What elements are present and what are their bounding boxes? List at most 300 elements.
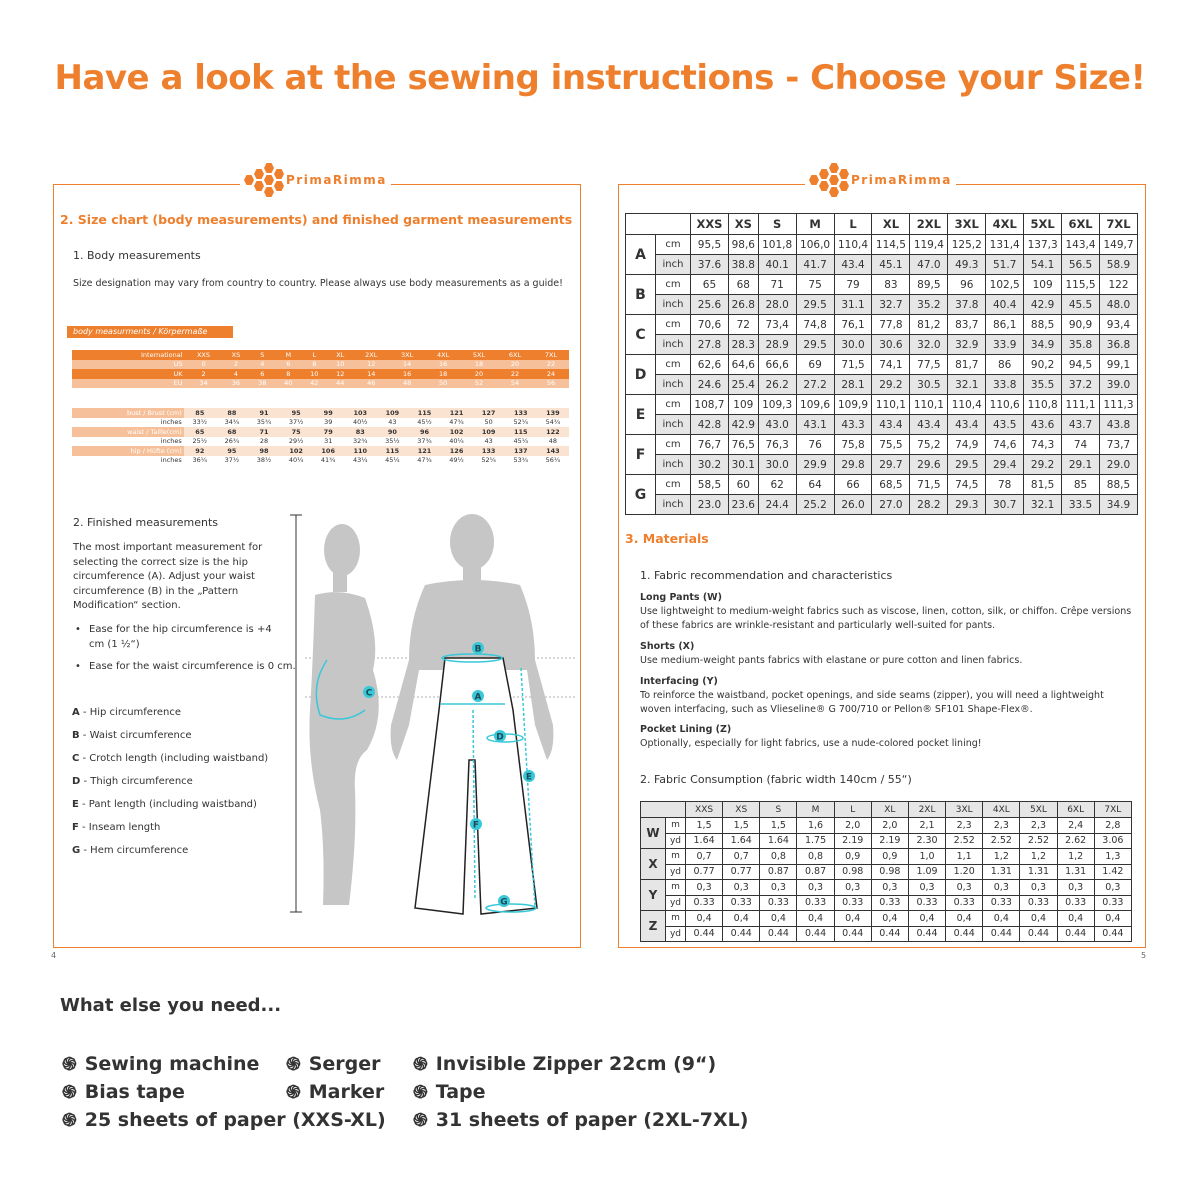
value-cell: 115,5 — [1062, 275, 1100, 295]
value-cell: 0.44 — [686, 926, 723, 942]
size-header: XL — [871, 802, 908, 818]
size-cell: 16 — [425, 360, 461, 370]
value-cell: 43.7 — [1062, 415, 1100, 435]
size-cell: 4 — [223, 369, 250, 379]
consumption-row-m — [641, 880, 1132, 896]
value-cell: 42.9 — [1024, 295, 1062, 315]
value-cell: 1.42 — [1094, 864, 1131, 880]
size-cell: 44 — [327, 379, 353, 389]
unit-cell: yd — [666, 833, 686, 849]
value-cell: 0.98 — [871, 864, 908, 880]
measurement-cell: 52¼ — [505, 418, 537, 428]
supply-label: Tape — [435, 1081, 486, 1103]
legend-text: - Hip circumference — [79, 707, 181, 718]
legend-key: C — [72, 753, 80, 764]
measure-row-cm — [626, 475, 1138, 495]
value-cell: 0.44 — [1094, 926, 1131, 942]
value-cell: 1.20 — [946, 864, 983, 880]
consumption-heading: 2. Fabric Consumption (fabric width 140cm / 55“) — [640, 773, 912, 786]
value-cell: 1,1 — [946, 849, 983, 865]
value-cell: 74,1 — [872, 355, 910, 375]
measurement-cell: 56¼ — [537, 456, 569, 466]
value-cell: 76 — [796, 435, 834, 455]
size-row — [72, 379, 569, 389]
value-cell: 29.0 — [1100, 455, 1138, 475]
finished-measurements-heading: 2. Finished measurements — [73, 516, 219, 529]
value-cell: 73,7 — [1100, 435, 1138, 455]
value-cell: 31.1 — [834, 295, 872, 315]
size-cell: 14 — [389, 360, 425, 370]
value-cell: 0,3 — [1094, 880, 1131, 896]
measurement-cell: 90 — [376, 427, 408, 437]
size-header: 3XL — [948, 214, 986, 235]
value-cell: 0.44 — [1057, 926, 1094, 942]
size-header: 7XL — [1100, 214, 1138, 235]
value-cell: 43.4 — [872, 415, 910, 435]
value-cell: 33.8 — [986, 375, 1024, 395]
size-header: L — [834, 214, 872, 235]
consumption-row-yd — [641, 895, 1132, 911]
value-cell: 32.1 — [1024, 495, 1062, 515]
value-cell: 45.5 — [1062, 295, 1100, 315]
value-cell: 47.0 — [910, 255, 948, 275]
size-cell: 42 — [301, 379, 327, 389]
value-cell: 0.33 — [686, 895, 723, 911]
value-cell: 0,3 — [983, 880, 1020, 896]
brand-name: PrimaRimma — [851, 173, 952, 187]
value-cell: 109 — [728, 395, 758, 415]
value-cell: 25.2 — [796, 495, 834, 515]
value-cell: 30.1 — [728, 455, 758, 475]
measure-letter: B — [626, 275, 656, 315]
measurement-cell: 98 — [248, 446, 280, 456]
supply-label: Marker — [308, 1081, 385, 1103]
value-cell: 26.0 — [834, 495, 872, 515]
unit-cell: inch — [656, 495, 691, 515]
legend-text: - Waist circumference — [79, 730, 192, 741]
corner-cell — [641, 802, 686, 818]
size-header: L — [834, 802, 871, 818]
size-header: 7XL — [1094, 802, 1131, 818]
measurement-row — [72, 437, 569, 447]
value-cell: 0.33 — [1057, 895, 1094, 911]
measure-row-cm — [626, 315, 1138, 335]
svg-text:C: C — [365, 688, 373, 699]
value-cell: 0,3 — [1020, 880, 1057, 896]
body-measurements-bar: body measurments / Körpermaße — [67, 326, 233, 338]
value-cell: 102,5 — [986, 275, 1024, 295]
bullet-waist-ease: • Ease for the waist circumference is 0 cm. — [75, 661, 296, 672]
size-cell: 54 — [497, 379, 533, 389]
measurement-cell: 37¾ — [408, 437, 440, 447]
value-cell: 0.77 — [686, 864, 723, 880]
supply-item — [62, 1080, 185, 1104]
measurement-cell: 47¾ — [441, 418, 473, 428]
value-cell: 111,3 — [1100, 395, 1138, 415]
measurement-cell: 38½ — [248, 456, 280, 466]
value-cell: 0.44 — [834, 926, 871, 942]
measurement-cell: 26¾ — [216, 437, 248, 447]
value-cell: 149,7 — [1100, 235, 1138, 255]
measurement-cell: 50 — [473, 418, 505, 428]
value-cell: 24.6 — [691, 375, 729, 395]
supply-item — [413, 1108, 748, 1132]
measurement-cell: 29½ — [280, 437, 312, 447]
size-cell: 8 — [275, 369, 301, 379]
size-cell: 24 — [533, 369, 569, 379]
value-cell: 93,4 — [1100, 315, 1138, 335]
shorts-block: Shorts (X) Use medium-weight pants fabrics with elastane or pure cotton and linen fabrics. — [640, 641, 1023, 666]
value-cell: 43.8 — [1100, 415, 1138, 435]
size-cell: 36 — [223, 379, 250, 389]
value-cell: 25.4 — [728, 375, 758, 395]
size-cell: M — [275, 350, 301, 360]
size-cell: 10 — [301, 369, 327, 379]
size-cell: XS — [223, 350, 250, 360]
international-size-table — [72, 350, 569, 388]
spiral-icon: ֍ — [286, 1082, 301, 1103]
supply-label: Invisible Zipper 22cm (9“) — [435, 1053, 717, 1075]
size-header: 5XL — [1024, 214, 1062, 235]
measurement-row — [72, 427, 569, 437]
measurement-cell: 83 — [344, 427, 376, 437]
value-cell: 29.2 — [1024, 455, 1062, 475]
value-cell: 2.52 — [1020, 833, 1057, 849]
size-header: 3XL — [946, 802, 983, 818]
size-cell: XXS — [185, 350, 223, 360]
value-cell: 143,4 — [1062, 235, 1100, 255]
value-cell: 27.0 — [872, 495, 910, 515]
measurement-row — [72, 418, 569, 428]
value-cell: 74,3 — [1024, 435, 1062, 455]
value-cell: 51.7 — [986, 255, 1024, 275]
measurement-cell: 137 — [505, 446, 537, 456]
unit-cell: inch — [656, 335, 691, 355]
unit-cell: cm — [656, 475, 691, 495]
size-cell: S — [249, 350, 275, 360]
value-cell: 86 — [986, 355, 1024, 375]
value-cell: 89,5 — [910, 275, 948, 295]
measurement-cell: 115 — [376, 446, 408, 456]
measure-letter: E — [626, 395, 656, 435]
size-header: S — [760, 802, 797, 818]
size-cell: 46 — [353, 379, 389, 389]
measure-row-inch — [626, 255, 1138, 275]
value-cell: 30.7 — [986, 495, 1024, 515]
measurement-cell: hip / Hüfte (cm) — [72, 446, 184, 456]
materials-title: 3. Materials — [625, 531, 709, 546]
value-cell: 78 — [986, 475, 1024, 495]
unit-cell: inch — [656, 415, 691, 435]
value-cell: 29.5 — [948, 455, 986, 475]
value-cell: 110,1 — [910, 395, 948, 415]
value-cell: 0.98 — [834, 864, 871, 880]
unit-cell: yd — [666, 895, 686, 911]
size-row — [72, 350, 569, 360]
value-cell: 74,5 — [948, 475, 986, 495]
spiral-icon: ֍ — [413, 1110, 428, 1131]
value-cell: 76,1 — [834, 315, 872, 335]
value-cell: 28.1 — [834, 375, 872, 395]
value-cell: 0,4 — [946, 911, 983, 927]
measurement-cell: 45¼ — [376, 456, 408, 466]
value-cell: 75 — [796, 275, 834, 295]
value-cell: 0,4 — [871, 911, 908, 927]
value-cell: 1,2 — [1057, 849, 1094, 865]
value-cell: 37.2 — [1062, 375, 1100, 395]
value-cell: 0.33 — [1094, 895, 1131, 911]
unit-cell: m — [666, 880, 686, 896]
size-cell: 6 — [275, 360, 301, 370]
value-cell: 39.0 — [1100, 375, 1138, 395]
value-cell: 77,5 — [910, 355, 948, 375]
measurement-cell: 40½ — [344, 418, 376, 428]
supply-item — [286, 1052, 381, 1076]
legend-key: F — [72, 822, 79, 833]
value-cell: 29.5 — [796, 335, 834, 355]
size-header: 4XL — [986, 214, 1024, 235]
measurement-cell: 48 — [537, 437, 569, 447]
value-cell: 83,7 — [948, 315, 986, 335]
value-cell: 0,3 — [871, 880, 908, 896]
body-figure-illustration — [285, 510, 575, 920]
legend-key: G — [72, 845, 81, 856]
size-note: Size designation may vary from country to country. Please always use body measurements as a guide! — [73, 278, 563, 289]
value-cell: 58,5 — [691, 475, 729, 495]
value-cell: 36.8 — [1100, 335, 1138, 355]
value-cell: 0,3 — [1057, 880, 1094, 896]
value-cell: 0,3 — [946, 880, 983, 896]
value-cell: 35.8 — [1062, 335, 1100, 355]
value-cell: 98,6 — [728, 235, 758, 255]
value-cell: 29.3 — [948, 495, 986, 515]
value-cell: 33.9 — [986, 335, 1024, 355]
measure-row-inch — [626, 455, 1138, 475]
spiral-icon: ֍ — [62, 1054, 77, 1075]
measurement-cell: 115 — [408, 408, 440, 418]
value-cell: 74,9 — [948, 435, 986, 455]
value-cell: 96 — [948, 275, 986, 295]
measurement-row — [72, 408, 569, 418]
value-cell: 83 — [872, 275, 910, 295]
legend-item — [72, 776, 193, 787]
fabric-heading: 1. Fabric recommendation and characteristics — [640, 569, 893, 582]
measurement-row — [72, 446, 569, 456]
value-cell: 110,6 — [986, 395, 1024, 415]
value-cell: 1,6 — [797, 818, 834, 834]
value-cell: 0,3 — [797, 880, 834, 896]
value-cell: 79 — [834, 275, 872, 295]
spiral-icon: ֍ — [62, 1110, 77, 1131]
unit-cell: m — [666, 911, 686, 927]
value-cell: 41.7 — [796, 255, 834, 275]
value-cell: 1.31 — [1057, 864, 1094, 880]
value-cell: 2,3 — [946, 818, 983, 834]
size-cell: 0 — [185, 360, 223, 370]
fabric-letter: Y — [641, 880, 666, 911]
value-cell: 28.2 — [910, 495, 948, 515]
unit-cell: m — [666, 818, 686, 834]
body-measurement-table — [72, 408, 569, 465]
measurement-cell: 88 — [216, 408, 248, 418]
measurement-cell: 96 — [408, 427, 440, 437]
unit-cell: inch — [656, 375, 691, 395]
size-cell: US — [72, 360, 185, 370]
value-cell: 0.44 — [1020, 926, 1057, 942]
value-cell: 1,5 — [760, 818, 797, 834]
value-cell: 88,5 — [1024, 315, 1062, 335]
value-cell: 32.1 — [948, 375, 986, 395]
value-cell: 28.0 — [758, 295, 796, 315]
fabric-letter: W — [641, 818, 666, 849]
size-cell: 12 — [353, 360, 389, 370]
measurement-cell: 106 — [312, 446, 344, 456]
value-cell: 34.9 — [1100, 495, 1138, 515]
value-cell: 2,3 — [1020, 818, 1057, 834]
value-cell: 110,8 — [1024, 395, 1062, 415]
legend-item — [72, 753, 268, 764]
consumption-row-yd — [641, 833, 1132, 849]
value-cell: 40.1 — [758, 255, 796, 275]
value-cell: 110,4 — [834, 235, 872, 255]
unit-cell: inch — [656, 455, 691, 475]
spiral-icon: ֍ — [62, 1082, 77, 1103]
marker-e — [523, 770, 535, 783]
value-cell: 95,5 — [691, 235, 729, 255]
value-cell: 42.9 — [728, 415, 758, 435]
measurement-cell: 40¼ — [441, 437, 473, 447]
value-cell: 29.8 — [834, 455, 872, 475]
value-cell: 0.77 — [723, 864, 760, 880]
legend-text: - Hem circumference — [80, 845, 189, 856]
value-cell: 30.0 — [758, 455, 796, 475]
unit-cell: cm — [656, 235, 691, 255]
legend-text: - Inseam length — [78, 822, 161, 833]
measure-row-inch — [626, 295, 1138, 315]
measure-letter: D — [626, 355, 656, 395]
value-cell: 33.5 — [1062, 495, 1100, 515]
size-cell: XL — [327, 350, 353, 360]
value-cell: 106,0 — [796, 235, 834, 255]
measurement-cell: waist / Taille(cm) — [72, 427, 184, 437]
value-cell: 38.8 — [728, 255, 758, 275]
spiral-icon: ֍ — [413, 1054, 428, 1075]
measurement-cell: 109 — [473, 427, 505, 437]
value-cell: 37.8 — [948, 295, 986, 315]
value-cell: 29.5 — [796, 295, 834, 315]
value-cell: 75,2 — [910, 435, 948, 455]
value-cell: 29.6 — [910, 455, 948, 475]
size-cell: 50 — [425, 379, 461, 389]
value-cell: 0.33 — [723, 895, 760, 911]
value-cell: 90,2 — [1024, 355, 1062, 375]
value-cell: 0,4 — [908, 911, 945, 927]
value-cell: 71 — [758, 275, 796, 295]
size-cell: 18 — [461, 360, 497, 370]
size-cell: 52 — [461, 379, 497, 389]
consumption-row-m — [641, 911, 1132, 927]
unit-cell: cm — [656, 435, 691, 455]
value-cell: 2.19 — [871, 833, 908, 849]
value-cell: 32.0 — [910, 335, 948, 355]
value-cell: 0,4 — [1094, 911, 1131, 927]
page-number: 5 — [1141, 951, 1147, 960]
value-cell: 2,3 — [983, 818, 1020, 834]
value-cell: 43.5 — [986, 415, 1024, 435]
size-cell: 48 — [389, 379, 425, 389]
size-cell: 7XL — [533, 350, 569, 360]
size-cell: UK — [72, 369, 185, 379]
size-header: 4XL — [983, 802, 1020, 818]
value-cell: 58.9 — [1100, 255, 1138, 275]
value-cell: 0,9 — [834, 849, 871, 865]
value-cell: 71,5 — [834, 355, 872, 375]
measurement-cell: 37½ — [216, 456, 248, 466]
measurement-cell: 45¼ — [505, 437, 537, 447]
value-cell: 29.4 — [986, 455, 1024, 475]
value-cell: 0.33 — [797, 895, 834, 911]
measurement-cell: 99 — [312, 408, 344, 418]
measurement-cell: 53¾ — [505, 456, 537, 466]
value-cell: 72 — [728, 315, 758, 335]
value-cell: 101,8 — [758, 235, 796, 255]
legend-item — [72, 822, 160, 833]
value-cell: 66,6 — [758, 355, 796, 375]
value-cell: 40.4 — [986, 295, 1024, 315]
legend-text: - Thigh circumference — [80, 776, 193, 787]
measurement-cell: 139 — [537, 408, 569, 418]
pocket-lining-block: Pocket Lining (Z) Optionally, especially for light fabrics, use a nude-colored pocket lining! — [640, 724, 982, 749]
value-cell: 81,5 — [1024, 475, 1062, 495]
value-cell: 70,6 — [691, 315, 729, 335]
value-cell: 73,4 — [758, 315, 796, 335]
measurement-cell: 35½ — [376, 437, 408, 447]
interfacing-block: Interfacing (Y) To reinforce the waistband, pocket openings, and side seams (zipper), you will need a lightweight woven interfacing, such as Vlieseline® G 700/710 or Pellon® SF101 Shape-Flex®. — [640, 676, 1104, 715]
measurement-cell: 35¾ — [248, 418, 280, 428]
size-header: 6XL — [1057, 802, 1094, 818]
measure-row-cm — [626, 395, 1138, 415]
value-cell: 0,4 — [723, 911, 760, 927]
fabric-letter: Z — [641, 911, 666, 942]
value-cell: 74,6 — [986, 435, 1024, 455]
value-cell: 35.5 — [1024, 375, 1062, 395]
measurement-cell: 37½ — [280, 418, 312, 428]
supply-label: Sewing machine — [84, 1053, 260, 1075]
value-cell: 0,4 — [1057, 911, 1094, 927]
value-cell: 48.0 — [1100, 295, 1138, 315]
value-cell: 1.31 — [1020, 864, 1057, 880]
legend-key: D — [72, 776, 81, 787]
value-cell: 29.9 — [796, 455, 834, 475]
size-cell: 12 — [327, 369, 353, 379]
value-cell: 42.8 — [691, 415, 729, 435]
bullet-hip-ease: • Ease for the hip circumference is +4 cm (1 ½“) — [75, 624, 272, 650]
measurement-cell: 133 — [473, 446, 505, 456]
value-cell: 3.06 — [1094, 833, 1131, 849]
measurement-cell: inches — [72, 418, 184, 428]
value-cell: 0,3 — [908, 880, 945, 896]
measurement-cell: 52¼ — [473, 456, 505, 466]
size-header: XL — [872, 214, 910, 235]
size-cell: 40 — [275, 379, 301, 389]
value-cell: 75,8 — [834, 435, 872, 455]
value-cell: 1,0 — [908, 849, 945, 865]
svg-text:G: G — [500, 897, 508, 908]
measurement-cell: 133 — [505, 408, 537, 418]
measurement-cell: 36¼ — [184, 456, 216, 466]
measure-letter: A — [626, 235, 656, 275]
value-cell: 68,5 — [872, 475, 910, 495]
